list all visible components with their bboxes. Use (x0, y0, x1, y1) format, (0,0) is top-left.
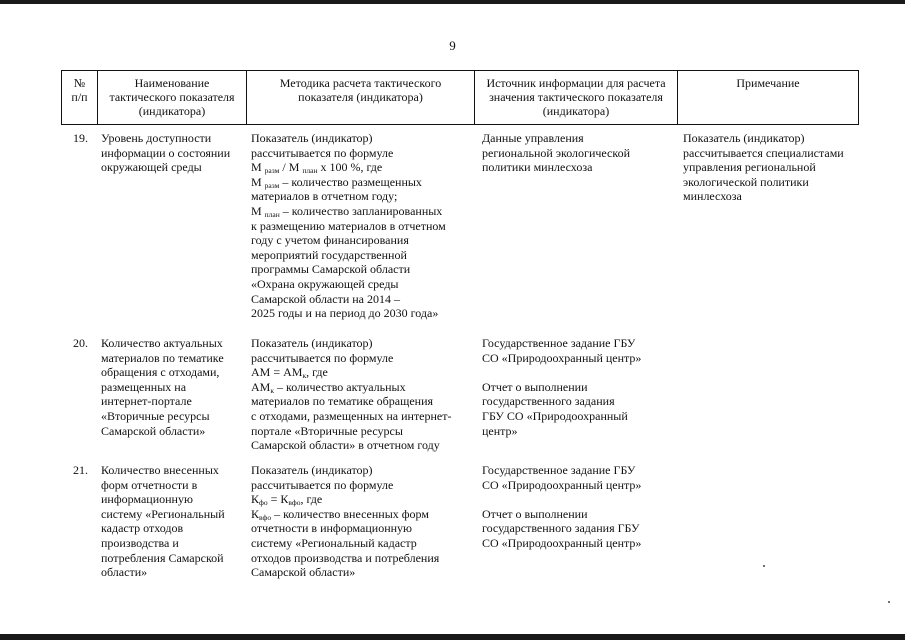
table-border-right (858, 70, 859, 125)
row-20-method (251, 336, 452, 453)
text-line: информационную (101, 492, 193, 507)
scan-bottom-border (0, 634, 905, 640)
text-line: $К_{фо} = К_{вфо}$, где (251, 492, 323, 508)
text-line: программы Самарской области (251, 262, 411, 277)
text-line: с отходами, размещенных на интернет- (251, 408, 452, 423)
text-line: СО «Природоохранный центр» (482, 350, 642, 365)
text-line (482, 492, 641, 507)
scan-top-border (0, 0, 905, 4)
scan-speck (763, 565, 765, 567)
text-line: государственного задания (482, 394, 615, 409)
text-line: кадастр отходов (101, 521, 184, 536)
text-line: Показатель (индикатор) (251, 336, 373, 350)
text-line: $АМ_к$ – количество актуальных (251, 379, 406, 395)
text-line: форм отчетности в (101, 477, 198, 492)
text-line: портале «Вторичные ресурсы (251, 423, 403, 438)
row-21-method (251, 463, 439, 580)
text-line: рассчитывается по формуле (251, 145, 394, 160)
text-line: Данные управления (482, 131, 584, 145)
text-line: мероприятий государственной (251, 247, 407, 262)
text-line: систему «Региональный (101, 506, 225, 521)
text-line: СО «Природоохранный центр» (482, 535, 642, 550)
table-header-rule (61, 124, 858, 125)
text-line: интернет-портале (101, 394, 192, 409)
text-line: М $_{разм}$ / М $_{план}$ х 100 %, где (251, 160, 383, 176)
text-line: Самарской области на 2014 – (251, 291, 400, 306)
text-line: Уровень доступности (101, 131, 212, 145)
text-line: Государственное задание ГБУ (482, 336, 636, 350)
text-line: году с учетом финансирования (251, 233, 409, 248)
row-21-indicator-name (101, 463, 225, 580)
text-line: окружающей среды (101, 160, 202, 175)
text-line: Самарской области» в отчетном году (251, 438, 440, 453)
text-line: Отчет о выполнении (482, 506, 588, 521)
text-line: СО «Природоохранный центр» (482, 477, 642, 492)
text-line: региональной экологической (482, 145, 631, 160)
text-line: рассчитывается по формуле (251, 477, 394, 492)
text-line: отчетности в информационную (251, 521, 412, 536)
text-line: 2025 годы и на период до 2030 года» (251, 306, 439, 321)
text-line: М $_{разм}$ – количество размещенных (251, 174, 422, 190)
header-method: Методика расчета тактического показателя (индикатора) (279, 76, 442, 104)
text-line: потребления Самарской (101, 550, 224, 565)
text-line: управления региональной (683, 160, 816, 175)
text-line: систему «Региональный кадастр (251, 535, 417, 550)
text-line: $К_{вфо}$ – количество внесенных форм (251, 506, 429, 522)
text-line: ГБУ СО «Природоохранный (482, 408, 628, 423)
header-indicator-name: Наименование тактического показателя (индикатора) (109, 76, 235, 118)
text-line: рассчитывается по формуле (251, 350, 394, 365)
text-line: государственного задания ГБУ (482, 521, 640, 536)
row-21-number: 21. (73, 463, 88, 477)
text-line: Государственное задание ГБУ (482, 463, 636, 477)
row-21-source (482, 463, 641, 551)
text-line: материалов по тематике обращения (251, 394, 434, 409)
text-line: М $_{план}$ – количество запланированных (251, 203, 443, 219)
header-note: Примечание (736, 76, 800, 90)
text-line: Количество актуальных (101, 336, 223, 350)
row-19-method (251, 131, 446, 321)
header-source: Источник информации для расчета значения тактического показателя (индикатора) (486, 76, 666, 118)
text-line: области» (101, 565, 148, 580)
text-line: АМ = $АМ_к$, где (251, 365, 328, 381)
text-line: информации о состоянии (101, 145, 231, 160)
text-line: «Вторичные ресурсы (101, 408, 210, 423)
row-19-indicator-name (101, 131, 230, 175)
text-line: минлесхоза (683, 189, 742, 204)
text-line: к размещению материалов в отчетном (251, 218, 446, 233)
text-line: Отчет о выполнении (482, 379, 588, 394)
page-number: 9 (449, 38, 456, 53)
text-line: Самарской области» (101, 423, 206, 438)
header-number: № п/п (71, 76, 88, 104)
text-line: политики минлесхоза (482, 160, 593, 175)
row-20-indicator-name (101, 336, 224, 438)
text-line (482, 365, 641, 380)
text-line: экологической политики (683, 174, 809, 189)
text-line: Показатель (индикатор) (251, 131, 373, 145)
text-line: центр» (482, 423, 518, 438)
scan-speck (888, 601, 890, 603)
text-line: материалов в отчетном году; (251, 189, 398, 204)
text-line: рассчитывается специалистами (683, 145, 844, 160)
row-20-number: 20. (73, 336, 88, 350)
text-line: Самарской области» (251, 565, 356, 580)
row-20-source (482, 336, 641, 438)
text-line: Показатель (индикатор) (251, 463, 373, 477)
text-line: размещенных на (101, 379, 187, 394)
text-line: материалов по тематике (101, 350, 224, 365)
text-line: производства и (101, 535, 179, 550)
text-line: обращения с отходами, (101, 365, 220, 380)
text-line: отходов производства и потребления (251, 550, 440, 565)
row-19-source (482, 131, 630, 175)
text-line: Показатель (индикатор) (683, 131, 805, 145)
table-top-rule (61, 70, 858, 71)
text-line: Количество внесенных (101, 463, 219, 477)
text-line: «Охрана окружающей среды (251, 276, 399, 291)
row-19-number: 19. (73, 131, 88, 145)
row-19-note (683, 131, 844, 204)
